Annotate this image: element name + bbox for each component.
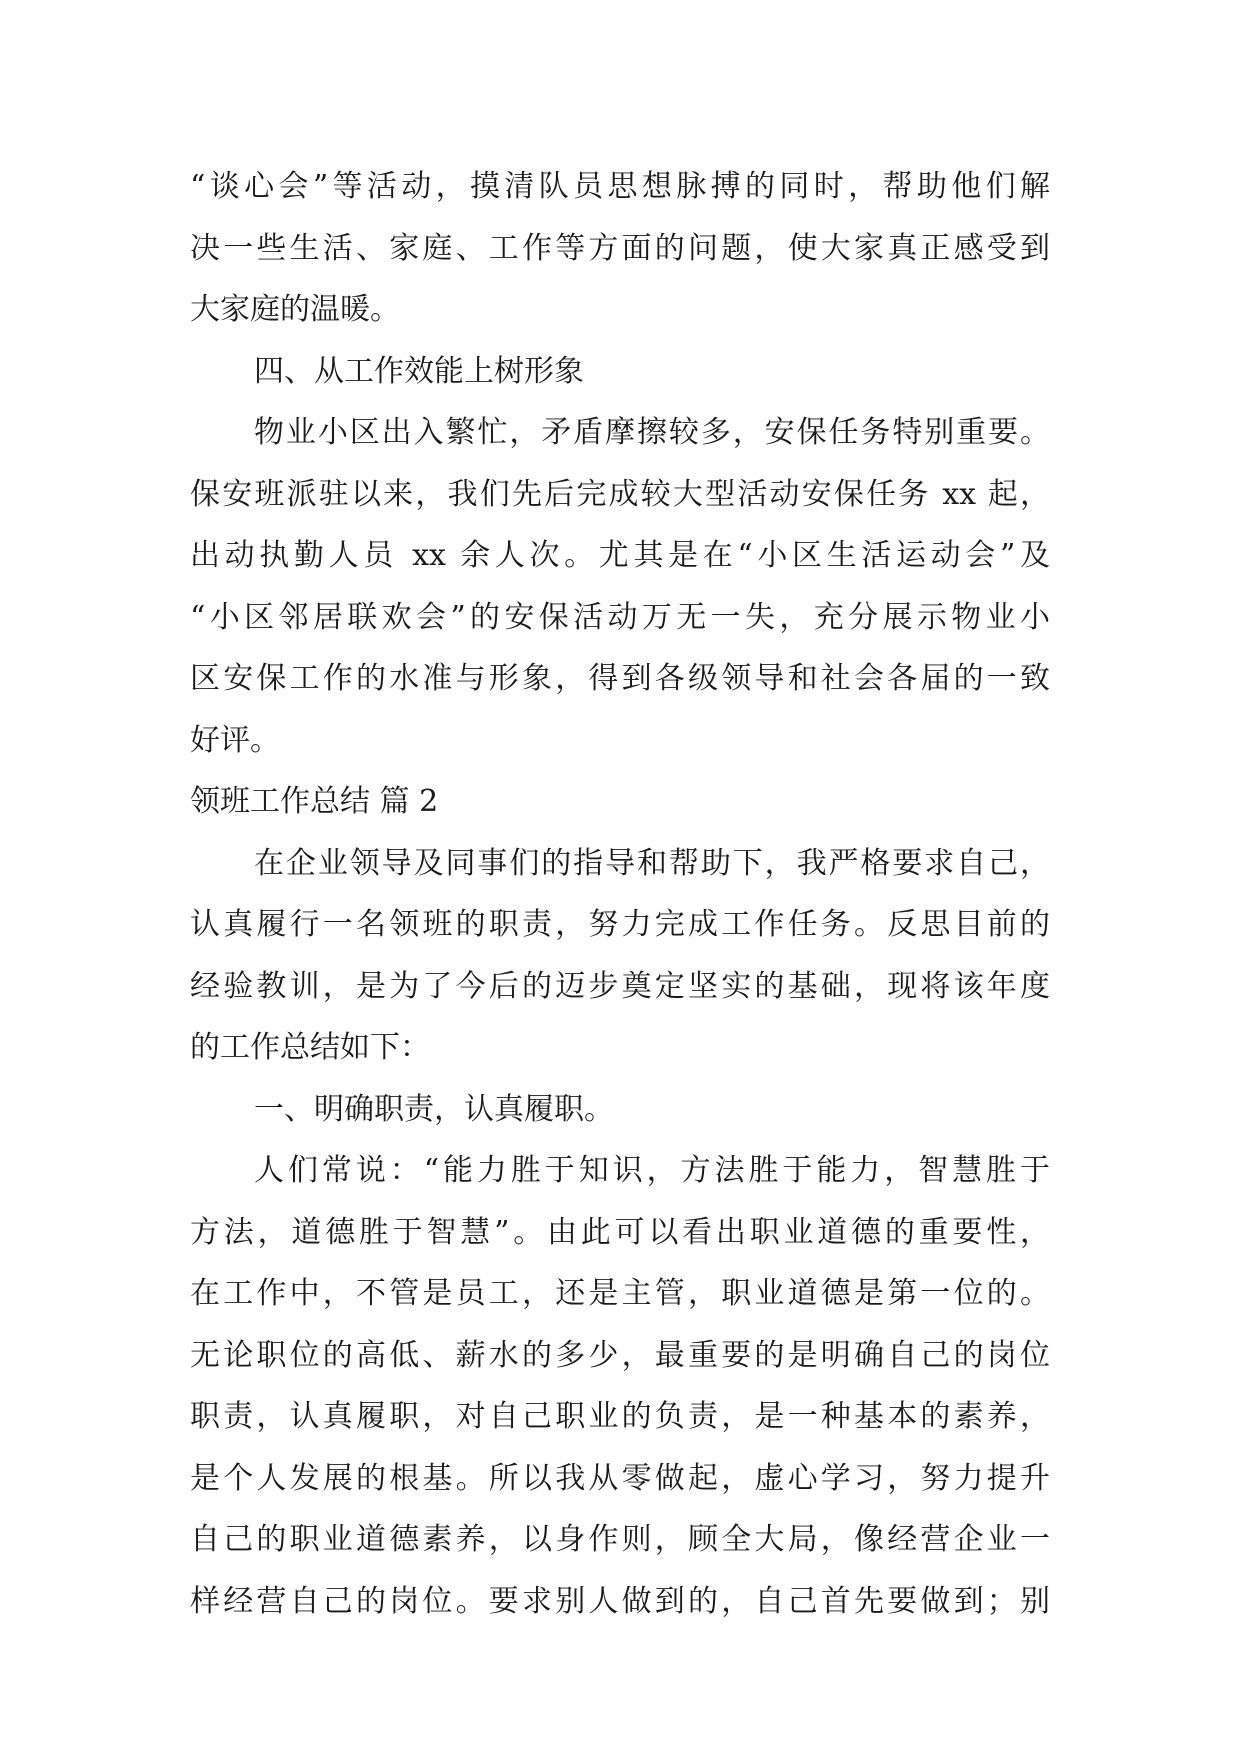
body-line: 无论职位的高低、薪水的多少，最重要的是明确自己的岗位 (190, 1337, 1050, 1373)
body-line: “谈心会”等活动，摸清队员思想脉搏的同时，帮助他们解 (190, 169, 1050, 204)
body-line: 人们常说：“能力胜于知识，方法胜于能力，智慧胜于 (254, 1153, 1050, 1188)
body-line: 经验教训，是为了今后的迈步奠定坚实的基础，现将该年度 (190, 968, 1050, 1004)
body-line: 在企业领导及同事们的指导和帮助下，我严格要求自己， (254, 845, 1050, 881)
section-heading: 一、明确职责，认真履职。 (254, 1091, 614, 1127)
body-line: 职责，认真履职，对自己职业的负责，是一种基本的素养， (190, 1399, 1050, 1434)
section-heading: 四、从工作效能上树形象 (254, 353, 584, 389)
body-line: 大家庭的温暖。 (190, 292, 400, 327)
body-line: 区安保工作的水准与形象，得到各级领导和社会各届的一致 (190, 661, 1050, 696)
body-line: 好评。 (190, 722, 280, 758)
article-title: 领班工作总结 篇 2 (190, 784, 439, 819)
body-line: 是个人发展的根基。所以我从零做起，虚心学习，努力提升 (190, 1460, 1050, 1496)
body-line: 出动执勤人员 xx 余人次。尤其是在“小区生活运动会”及 (190, 538, 1050, 573)
body-line: 样经营自己的岗位。要求别人做到的，自己首先要做到；别 (190, 1583, 1050, 1619)
body-line: 方法，道德胜于智慧”。由此可以看出职业道德的重要性， (190, 1214, 1050, 1250)
body-line: “小区邻居联欢会”的安保活动万无一失，充分展示物业小 (190, 599, 1050, 635)
body-line: 在工作中，不管是员工，还是主管，职业道德是第一位的。 (190, 1276, 1050, 1311)
body-line: 认真履行一名领班的职责，努力完成工作任务。反思目前的 (190, 907, 1050, 942)
document-body (190, 156, 1050, 1632)
body-line: 自己的职业道德素养，以身作则，顾全大局，像经营企业一 (190, 1522, 1050, 1557)
body-line: 保安班派驻以来，我们先后完成较大型活动安保任务 xx 起， (190, 476, 1050, 512)
body-line: 决一些生活、家庭、工作等方面的问题，使大家真正感受到 (190, 230, 1050, 266)
body-line: 物业小区出入繁忙，矛盾摩擦较多，安保任务特别重要。 (254, 415, 1050, 450)
body-line: 的工作总结如下： (190, 1030, 430, 1065)
